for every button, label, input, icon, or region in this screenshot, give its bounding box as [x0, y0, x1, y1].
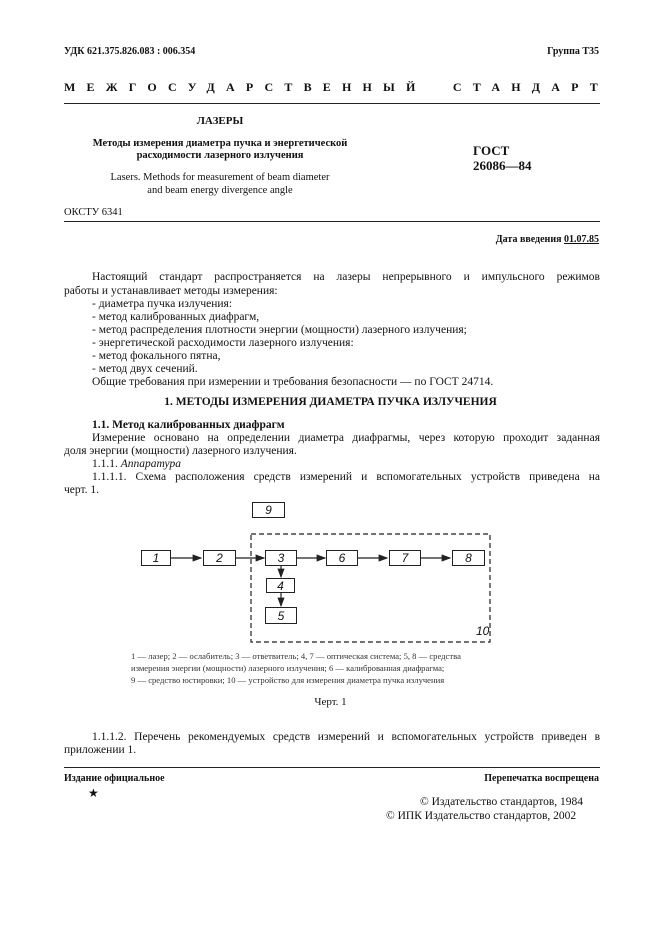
apparatus-label: Аппаратура: [120, 458, 181, 470]
block-alignment: 9: [252, 502, 285, 518]
p1111-line-1: 1.1.1.1. Схема расположения средств измерений и вспомогательных устройств приведена на: [92, 471, 600, 483]
intro-item: - энергетической расходимости лазерного излучения:: [92, 337, 354, 349]
caption-line-2: измерения энергии (мощности) лазерного излучения; 6 — калиброванная диафрагма;: [131, 663, 445, 673]
intro-item: - метод фокального пятна,: [92, 350, 221, 362]
apparatus-number: 1.1.1.: [92, 458, 118, 470]
block-attenuator: 2: [203, 550, 236, 566]
main-title: ЛАЗЕРЫ: [196, 115, 244, 127]
para1-line-1: Измерение основано на определении диаметра диафрагмы, через которую проходит заданная: [92, 432, 600, 444]
p1111-line-2: черт. 1.: [64, 484, 100, 496]
intro-date-value: 01.07.85: [564, 234, 599, 245]
intro-item: - диаметра пучка излучения:: [92, 298, 233, 310]
copyright-2002: © ИПК Издательство стандартов, 2002: [386, 810, 577, 822]
subtitle-en-1: Lasers. Methods for measurement of beam diameter: [110, 172, 330, 183]
para1-line-2: доля энергии (мощности) лазерного излучения.: [64, 445, 297, 457]
block-splitter: 3: [265, 550, 297, 566]
banner-right: СТАНДАРТ: [452, 80, 609, 94]
figure-label: Черт. 1: [314, 696, 347, 708]
banner-left: МЕЖГОСУДАРСТВЕННЫЙ: [64, 80, 427, 94]
intro-date-label: Дата введения: [495, 234, 562, 245]
subtitle-ru-1: Методы измерения диаметра пучка и энергетической: [92, 138, 348, 149]
intro-item: - метод двух сечений.: [92, 363, 198, 375]
subtitle-en-2: and beam energy divergence angle: [147, 185, 293, 196]
star-icon: ★: [88, 786, 99, 800]
subtitle-ru-2: расходимости лазерного излучения: [136, 150, 304, 161]
block-laser: 1: [141, 550, 171, 566]
block-optics-7: 7: [389, 550, 421, 566]
intro-line-2: работы и устанавливает методы измерения:: [64, 285, 278, 297]
gost-number: 26086—84: [473, 158, 532, 173]
intro-item: - метод калиброванных диафрагм,: [92, 311, 260, 323]
caption-line-1: 1 — лазер; 2 — ослабитель; 3 — ответвитель; 4, 7 — оптическая система; 5, 8 — средства: [131, 651, 461, 661]
group-code: Группа Т35: [547, 46, 599, 57]
intro-line-1: Настоящий стандарт распространяется на лазеры непрерывного и импульсного режимов: [92, 271, 600, 283]
udk-code: УДК 621.375.826.083 : 006.354: [64, 46, 196, 57]
copyright-1984: © Издательство стандартов, 1984: [420, 796, 584, 808]
intro-general: Общие требования при измерении и требования безопасности — по ГОСТ 24714.: [92, 376, 494, 388]
intro-item: - метод распределения плотности энергии (мощности) лазерного излучения;: [92, 324, 467, 336]
section-heading: 1. МЕТОДЫ ИЗМЕРЕНИЯ ДИАМЕТРА ПУЧКА ИЗЛУЧЕНИЯ: [164, 396, 497, 408]
p1112-line-1: 1.1.1.2. Перечень рекомендуемых средств измерений и вспомогательных устройств приведен в: [92, 731, 600, 743]
footer-rule: [64, 767, 600, 768]
reprint-prohibited: Перепечатка воспрещена: [484, 773, 599, 784]
caption-line-3: 9 — средство юстировки; 10 — устройство для измерения диаметра пучка излучения: [131, 675, 445, 685]
official-edition: Издание официальное: [64, 773, 165, 784]
p1112-line-2: приложении 1.: [64, 744, 137, 756]
block-aperture: 6: [326, 550, 358, 566]
block-optics-4: 4: [266, 578, 295, 593]
gost-label: ГОСТ: [473, 143, 510, 158]
okstu-code: ОКСТУ 6341: [64, 207, 123, 218]
frame-label: 10: [476, 624, 490, 638]
subsection-heading: 1.1. Метод калиброванных диафрагм: [92, 419, 285, 431]
block-meter-5: 5: [265, 607, 297, 624]
block-meter-8: 8: [452, 550, 485, 566]
